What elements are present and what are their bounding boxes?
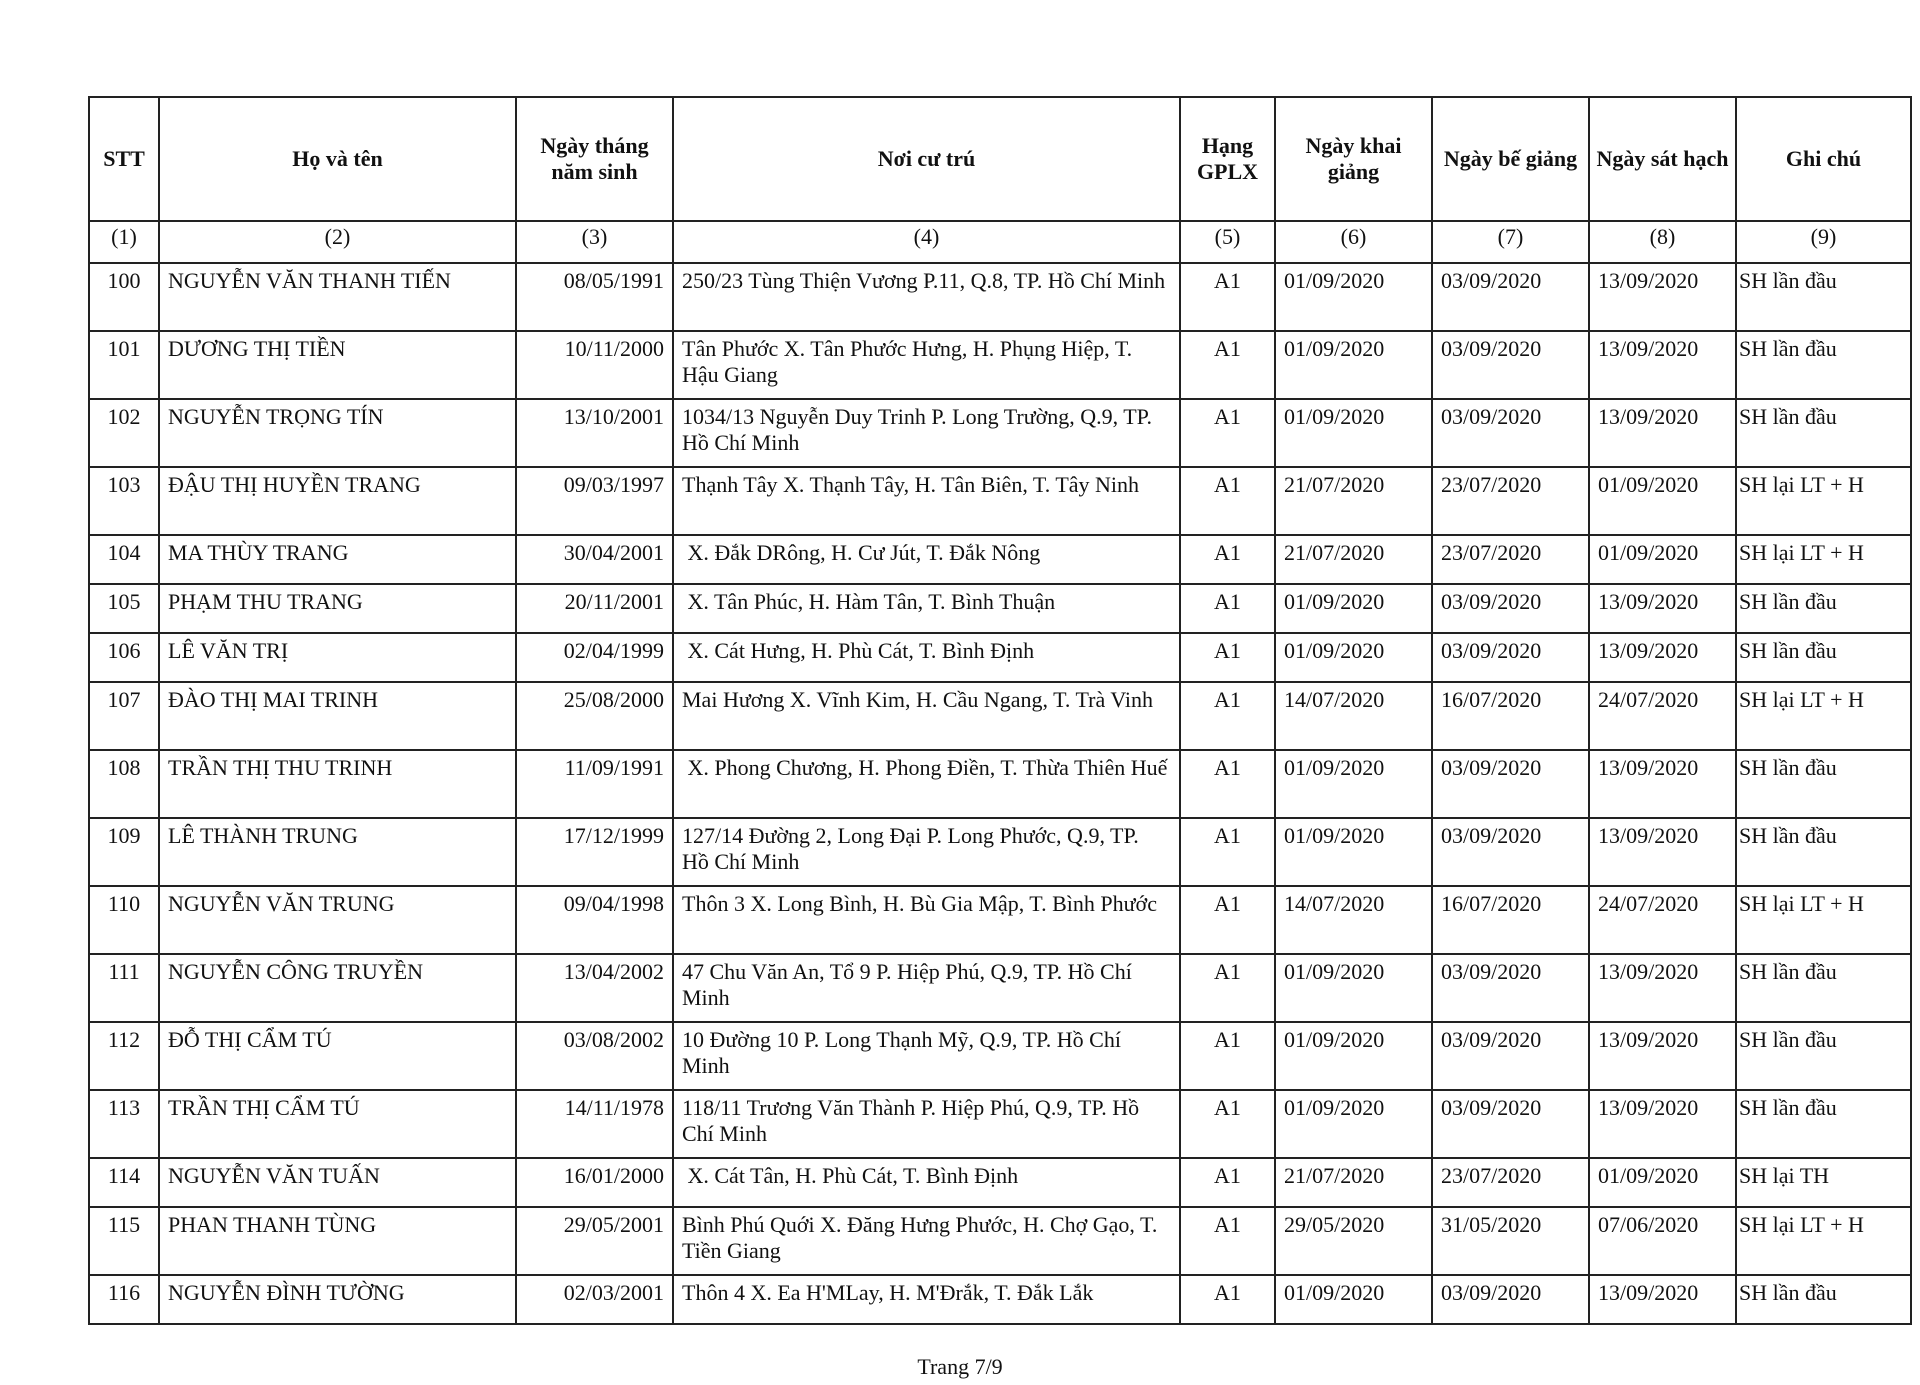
residence-address: X. Phong Chương, H. Phong Điền, T. Thừa Thiên Huế xyxy=(673,750,1180,818)
course-start-date: 01/09/2020 xyxy=(1275,750,1432,818)
student-name: NGUYỄN ĐÌNH TƯỜNG xyxy=(159,1275,516,1324)
row-number: 111 xyxy=(89,954,159,1022)
license-class: A1 xyxy=(1180,467,1275,535)
header-start: Ngày khai giảng xyxy=(1275,97,1432,221)
header-exam: Ngày sát hạch xyxy=(1589,97,1736,221)
exam-date: 01/09/2020 xyxy=(1589,467,1736,535)
student-name: ĐÀO THỊ MAI TRINH xyxy=(159,682,516,750)
license-class: A1 xyxy=(1180,886,1275,954)
student-name: ĐẬU THỊ HUYỀN TRANG xyxy=(159,467,516,535)
table-row xyxy=(89,1275,1911,1324)
license-class: A1 xyxy=(1180,1158,1275,1207)
course-start-date: 21/07/2020 xyxy=(1275,535,1432,584)
row-number: 113 xyxy=(89,1090,159,1158)
exam-date: 13/09/2020 xyxy=(1589,331,1736,399)
birth-date: 16/01/2000 xyxy=(516,1158,673,1207)
note: SH lần đầu xyxy=(1736,954,1911,1022)
note: SH lần đầu xyxy=(1736,399,1911,467)
exam-date: 13/09/2020 xyxy=(1589,584,1736,633)
birth-date: 09/03/1997 xyxy=(516,467,673,535)
exam-date: 13/09/2020 xyxy=(1589,399,1736,467)
residence-address: Mai Hương X. Vĩnh Kim, H. Cầu Ngang, T. Trà Vinh xyxy=(673,682,1180,750)
row-number: 105 xyxy=(89,584,159,633)
table-row xyxy=(89,467,1911,535)
student-name: DƯƠNG THỊ TIỀN xyxy=(159,331,516,399)
row-number: 104 xyxy=(89,535,159,584)
table-row xyxy=(89,886,1911,954)
header-name: Họ và tên xyxy=(159,97,516,221)
course-start-date: 01/09/2020 xyxy=(1275,818,1432,886)
exam-date: 13/09/2020 xyxy=(1589,1090,1736,1158)
exam-date: 13/09/2020 xyxy=(1589,818,1736,886)
table-row xyxy=(89,818,1911,886)
student-name: NGUYỄN VĂN THANH TIẾN xyxy=(159,263,516,331)
student-name: LÊ VĂN TRỊ xyxy=(159,633,516,682)
birth-date: 29/05/2001 xyxy=(516,1207,673,1275)
note: SH lần đầu xyxy=(1736,1022,1911,1090)
note: SH lại LT + H xyxy=(1736,467,1911,535)
row-number: 101 xyxy=(89,331,159,399)
course-start-date: 21/07/2020 xyxy=(1275,1158,1432,1207)
note: SH lần đầu xyxy=(1736,633,1911,682)
course-end-date: 03/09/2020 xyxy=(1432,263,1589,331)
row-number: 114 xyxy=(89,1158,159,1207)
column-number: (6) xyxy=(1275,221,1432,263)
course-end-date: 23/07/2020 xyxy=(1432,467,1589,535)
row-number: 103 xyxy=(89,467,159,535)
residence-address: 1034/13 Nguyễn Duy Trinh P. Long Trường, Q.9, TP. Hồ Chí Minh xyxy=(673,399,1180,467)
birth-date: 02/04/1999 xyxy=(516,633,673,682)
column-number: (8) xyxy=(1589,221,1736,263)
course-end-date: 03/09/2020 xyxy=(1432,584,1589,633)
student-name: PHẠM THU TRANG xyxy=(159,584,516,633)
course-end-date: 03/09/2020 xyxy=(1432,954,1589,1022)
course-start-date: 14/07/2020 xyxy=(1275,682,1432,750)
table-row xyxy=(89,954,1911,1022)
student-name: LÊ THÀNH TRUNG xyxy=(159,818,516,886)
course-start-date: 14/07/2020 xyxy=(1275,886,1432,954)
license-class: A1 xyxy=(1180,1022,1275,1090)
note: SH lần đầu xyxy=(1736,750,1911,818)
course-start-date: 21/07/2020 xyxy=(1275,467,1432,535)
header-address: Nơi cư trú xyxy=(673,97,1180,221)
note: SH lần đầu xyxy=(1736,263,1911,331)
header-license: Hạng GPLX xyxy=(1180,97,1275,221)
residence-address: 47 Chu Văn An, Tổ 9 P. Hiệp Phú, Q.9, TP. Hồ Chí Minh xyxy=(673,954,1180,1022)
roster-body xyxy=(89,263,1911,1324)
table-row xyxy=(89,633,1911,682)
note: SH lại TH xyxy=(1736,1158,1911,1207)
header-note: Ghi chú xyxy=(1736,97,1911,221)
course-start-date: 01/09/2020 xyxy=(1275,1090,1432,1158)
residence-address: X. Cát Hưng, H. Phù Cát, T. Bình Định xyxy=(673,633,1180,682)
student-name: MA THÙY TRANG xyxy=(159,535,516,584)
birth-date: 09/04/1998 xyxy=(516,886,673,954)
student-name: NGUYỄN VĂN TUẤN xyxy=(159,1158,516,1207)
note: SH lần đầu xyxy=(1736,1275,1911,1324)
license-class: A1 xyxy=(1180,331,1275,399)
row-number: 110 xyxy=(89,886,159,954)
course-start-date: 01/09/2020 xyxy=(1275,399,1432,467)
exam-date: 01/09/2020 xyxy=(1589,535,1736,584)
course-start-date: 01/09/2020 xyxy=(1275,954,1432,1022)
row-number: 106 xyxy=(89,633,159,682)
exam-date: 07/06/2020 xyxy=(1589,1207,1736,1275)
course-end-date: 16/07/2020 xyxy=(1432,886,1589,954)
column-number: (3) xyxy=(516,221,673,263)
license-class: A1 xyxy=(1180,1207,1275,1275)
birth-date: 14/11/1978 xyxy=(516,1090,673,1158)
residence-address: 118/11 Trương Văn Thành P. Hiệp Phú, Q.9, TP. Hồ Chí Minh xyxy=(673,1090,1180,1158)
birth-date: 13/04/2002 xyxy=(516,954,673,1022)
residence-address: 127/14 Đường 2, Long Đại P. Long Phước, Q.9, TP. Hồ Chí Minh xyxy=(673,818,1180,886)
course-end-date: 03/09/2020 xyxy=(1432,750,1589,818)
table-row xyxy=(89,750,1911,818)
course-end-date: 03/09/2020 xyxy=(1432,633,1589,682)
exam-date: 13/09/2020 xyxy=(1589,1022,1736,1090)
note: SH lần đầu xyxy=(1736,818,1911,886)
exam-date: 01/09/2020 xyxy=(1589,1158,1736,1207)
residence-address: Tân Phước X. Tân Phước Hưng, H. Phụng Hiệp, T. Hậu Giang xyxy=(673,331,1180,399)
license-class: A1 xyxy=(1180,535,1275,584)
license-class: A1 xyxy=(1180,1275,1275,1324)
note: SH lần đầu xyxy=(1736,1090,1911,1158)
table-row xyxy=(89,1022,1911,1090)
row-number: 107 xyxy=(89,682,159,750)
course-end-date: 03/09/2020 xyxy=(1432,1090,1589,1158)
birth-date: 20/11/2001 xyxy=(516,584,673,633)
license-class: A1 xyxy=(1180,399,1275,467)
residence-address: X. Tân Phúc, H. Hàm Tân, T. Bình Thuận xyxy=(673,584,1180,633)
license-class: A1 xyxy=(1180,954,1275,1022)
column-number: (7) xyxy=(1432,221,1589,263)
note: SH lần đầu xyxy=(1736,331,1911,399)
course-end-date: 03/09/2020 xyxy=(1432,399,1589,467)
note: SH lại LT + H xyxy=(1736,682,1911,750)
license-class: A1 xyxy=(1180,633,1275,682)
table-row xyxy=(89,399,1911,467)
course-start-date: 29/05/2020 xyxy=(1275,1207,1432,1275)
exam-date: 13/09/2020 xyxy=(1589,263,1736,331)
birth-date: 13/10/2001 xyxy=(516,399,673,467)
residence-address: Thôn 4 X. Ea H'MLay, H. M'Đrắk, T. Đắk Lắk xyxy=(673,1275,1180,1324)
course-end-date: 03/09/2020 xyxy=(1432,818,1589,886)
exam-date: 24/07/2020 xyxy=(1589,682,1736,750)
residence-address: X. Đắk DRông, H. Cư Jút, T. Đắk Nông xyxy=(673,535,1180,584)
license-class: A1 xyxy=(1180,818,1275,886)
course-start-date: 01/09/2020 xyxy=(1275,331,1432,399)
row-number: 108 xyxy=(89,750,159,818)
row-number: 115 xyxy=(89,1207,159,1275)
row-number: 112 xyxy=(89,1022,159,1090)
birth-date: 25/08/2000 xyxy=(516,682,673,750)
column-number: (4) xyxy=(673,221,1180,263)
column-number: (9) xyxy=(1736,221,1911,263)
student-roster-table xyxy=(88,96,1912,1325)
table-row xyxy=(89,1207,1911,1275)
student-name: TRẦN THỊ THU TRINH xyxy=(159,750,516,818)
birth-date: 11/09/1991 xyxy=(516,750,673,818)
birth-date: 08/05/1991 xyxy=(516,263,673,331)
table-row xyxy=(89,682,1911,750)
exam-date: 24/07/2020 xyxy=(1589,886,1736,954)
residence-address: Thạnh Tây X. Thạnh Tây, H. Tân Biên, T. Tây Ninh xyxy=(673,467,1180,535)
course-start-date: 01/09/2020 xyxy=(1275,1022,1432,1090)
header-stt: STT xyxy=(89,97,159,221)
exam-date: 13/09/2020 xyxy=(1589,954,1736,1022)
birth-date: 30/04/2001 xyxy=(516,535,673,584)
course-end-date: 03/09/2020 xyxy=(1432,1275,1589,1324)
note: SH lần đầu xyxy=(1736,584,1911,633)
birth-date: 10/11/2000 xyxy=(516,331,673,399)
student-name: PHAN THANH TÙNG xyxy=(159,1207,516,1275)
birth-date: 02/03/2001 xyxy=(516,1275,673,1324)
course-end-date: 03/09/2020 xyxy=(1432,331,1589,399)
exam-date: 13/09/2020 xyxy=(1589,633,1736,682)
license-class: A1 xyxy=(1180,584,1275,633)
course-start-date: 01/09/2020 xyxy=(1275,584,1432,633)
course-start-date: 01/09/2020 xyxy=(1275,1275,1432,1324)
license-class: A1 xyxy=(1180,263,1275,331)
table-row xyxy=(89,331,1911,399)
header-row xyxy=(89,97,1911,221)
birth-date: 03/08/2002 xyxy=(516,1022,673,1090)
note: SH lại LT + H xyxy=(1736,535,1911,584)
note: SH lại LT + H xyxy=(1736,1207,1911,1275)
course-start-date: 01/09/2020 xyxy=(1275,263,1432,331)
row-number: 102 xyxy=(89,399,159,467)
residence-address: Thôn 3 X. Long Bình, H. Bù Gia Mập, T. Bình Phước xyxy=(673,886,1180,954)
table-row xyxy=(89,263,1911,331)
row-number: 109 xyxy=(89,818,159,886)
column-number: (2) xyxy=(159,221,516,263)
row-number: 116 xyxy=(89,1275,159,1324)
course-end-date: 23/07/2020 xyxy=(1432,535,1589,584)
note: SH lại LT + H xyxy=(1736,886,1911,954)
column-number: (1) xyxy=(89,221,159,263)
student-name: ĐỖ THỊ CẨM TÚ xyxy=(159,1022,516,1090)
residence-address: Bình Phú Quới X. Đăng Hưng Phước, H. Chợ Gạo, T. Tiền Giang xyxy=(673,1207,1180,1275)
student-name: TRẦN THỊ CẨM TÚ xyxy=(159,1090,516,1158)
license-class: A1 xyxy=(1180,682,1275,750)
column-number: (5) xyxy=(1180,221,1275,263)
exam-date: 13/09/2020 xyxy=(1589,750,1736,818)
table-row xyxy=(89,1158,1911,1207)
table-row xyxy=(89,535,1911,584)
course-end-date: 16/07/2020 xyxy=(1432,682,1589,750)
license-class: A1 xyxy=(1180,1090,1275,1158)
course-end-date: 03/09/2020 xyxy=(1432,1022,1589,1090)
exam-date: 13/09/2020 xyxy=(1589,1275,1736,1324)
student-name: NGUYỄN VĂN TRUNG xyxy=(159,886,516,954)
student-name: NGUYỄN CÔNG TRUYỀN xyxy=(159,954,516,1022)
header-end: Ngày bế giảng xyxy=(1432,97,1589,221)
course-end-date: 31/05/2020 xyxy=(1432,1207,1589,1275)
course-end-date: 23/07/2020 xyxy=(1432,1158,1589,1207)
license-class: A1 xyxy=(1180,750,1275,818)
page-number: Trang 7/9 xyxy=(917,1354,1003,1379)
residence-address: 10 Đường 10 P. Long Thạnh Mỹ, Q.9, TP. Hồ Chí Minh xyxy=(673,1022,1180,1090)
column-number-row xyxy=(89,221,1911,263)
residence-address: 250/23 Tùng Thiện Vương P.11, Q.8, TP. Hồ Chí Minh xyxy=(673,263,1180,331)
residence-address: X. Cát Tân, H. Phù Cát, T. Bình Định xyxy=(673,1158,1180,1207)
header-dob: Ngày tháng năm sinh xyxy=(516,97,673,221)
table-row xyxy=(89,584,1911,633)
student-name: NGUYỄN TRỌNG TÍN xyxy=(159,399,516,467)
row-number: 100 xyxy=(89,263,159,331)
table-row xyxy=(89,1090,1911,1158)
birth-date: 17/12/1999 xyxy=(516,818,673,886)
course-start-date: 01/09/2020 xyxy=(1275,633,1432,682)
